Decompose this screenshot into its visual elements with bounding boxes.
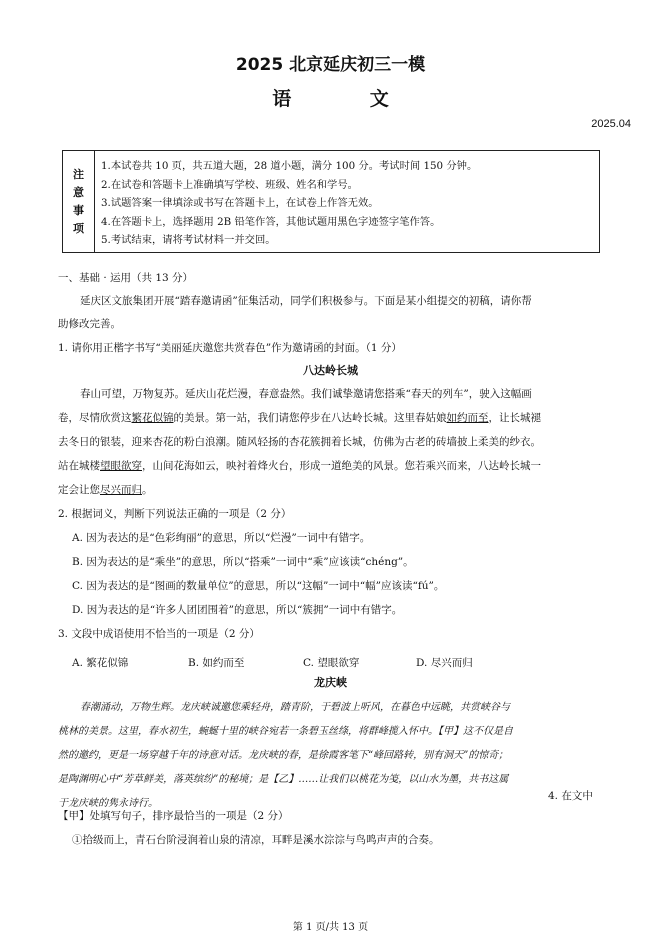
intro-line: 助修改完善。 [58,318,121,330]
question-4-start: 4. 在文中 [548,790,593,802]
passage-line: 桃林的美景。这里，春水初生，蜿蜒十里的峡谷宛若一条碧玉丝绦，将群峰揽入怀中。【甲】这不仅是自 [58,726,513,737]
intro-line: 延庆区文旅集团开展“踏春邀请函”征集活动，同学们积极参与。下面是某小组提交的初稿，请你帮 [80,295,532,307]
passage-line: 春山可望，万物复苏。延庆山花烂漫，春意盎然。我们诚挚邀请您搭乘“春天的列车”，驶入这幅画 [80,388,532,400]
underlined-idiom: 望眼欲穿 [100,460,142,472]
passage-line: 春潮涌动，万物生辉。龙庆峡诚邀您乘轻舟，踏青阶，于碧波上听风，在暮色中远眺，共赏峡谷与 [80,702,510,713]
passage-text: 。 [142,484,153,496]
passage-line: 于龙庆峡的隽永诗行。 [58,798,158,809]
passage-text: 的美景。第一站，我们请您停步在八达岭长城。这里春姑娘 [173,412,447,424]
q3-option-d: D. 尽兴而归 [416,657,473,669]
passage-line [58,482,153,497]
underlined-idiom: 尽兴而归 [100,484,142,496]
notice-item: 4.在答题卡上，选择题用 2B 铅笔作答，其他试题用黑色字迹签字笔作答。 [101,215,441,228]
passage-title-longqingxia: 龙庆峡 [314,676,347,689]
notice-item: 5.考试结束，请将考试材料一并交回。 [101,234,276,246]
underlined-idiom: 繁花似锦 [131,412,174,424]
section-heading: 一、基础 · 运用（共 13 分） [58,272,194,284]
passage-line: 然的邀约，更是一场穿越千年的诗意对话。龙庆峡的春，是徐霞客笔下“峰回路转，别有洞天”的惊奇； [58,750,509,761]
option-b: B. 因为表达的是“乘坐”的意思，所以“搭乘”一词中“乘”应该读“chéng”。 [72,556,414,568]
option-d: D. 因为表达的是“许多人团团围着”的意思，所以“簇拥”一词中有错字。 [72,604,403,616]
subject-title: 语 文 [272,88,425,110]
notice-item: 1.本试卷共 10 页，共五道大题，28 道小题，满分 100 分。考试时间 150 分钟。 [101,160,478,172]
passage-title-badaling: 八达岭长城 [303,364,358,377]
exam-date: 2025.04 [591,118,631,130]
passage-line [58,458,541,473]
q3-option-a: A. 繁花似锦 [72,657,129,669]
passage-text: 卷，尽情欣赏这 [58,412,132,424]
passage-text: ，山间花海如云，映衬着烽火台，形成一道绝美的风景。您若乘兴而来，八达岭长城一 [142,460,541,472]
q3-option-b: B. 如约而至 [188,657,245,669]
question-4: 【甲】处填写句子，排序最恰当的一项是（2 分） [58,810,289,822]
notice-list [95,151,477,252]
notice-label-char: 意 [73,185,84,199]
underlined-idiom: 如约而至 [446,412,489,424]
notice-label-char: 注 [73,167,84,181]
option-c: C. 因为表达的是“图画的数量单位”的意思，所以“这幅”一词中“幅”应该读“fú”。 [72,580,445,592]
notice-label-char: 事 [73,203,84,217]
question-1: 1. 请你用正楷字书写“美丽延庆邀您共赏春色”作为邀请函的封面。（1 分） [58,342,402,354]
notice-label-char: 项 [73,221,84,235]
notice-box [62,150,600,253]
notice-label [63,151,95,252]
q3-option-c: C. 望眼欲穿 [303,657,360,669]
passage-line: 去冬日的银装，迎来杏花的粉白浪潮。随风轻扬的杏花簇拥着长城，仿佛为古老的砖墙披上柔美的纱衣。 [58,436,541,448]
exam-title: 2025 北京延庆初三一模 [235,55,426,75]
passage-line [58,410,541,425]
passage-text: 定会让您 [58,484,100,496]
question-3: 3. 文段中成语使用不恰当的一项是（2 分） [58,628,260,640]
notice-item: 2.在试卷和答题卡上准确填写学校、班级、姓名和学号。 [101,178,358,191]
passage-line: 是陶渊明心中“芳草鲜美，落英缤纷”的秘境；是【乙】……让我们以桃花为笺，以山水为墨，共书这属 [58,774,509,785]
q4-item-1: ①拾级而上，青石台阶浸润着山泉的清凉，耳畔是溪水淙淙与鸟鸣声声的合奏。 [72,834,440,846]
passage-text: ，让长城褪 [488,412,541,424]
option-a: A. 因为表达的是“色彩绚丽”的意思，所以“烂漫”一词中有错字。 [72,532,371,544]
passage-text: 站在城楼 [58,460,100,472]
notice-item: 3.试题答案一律填涂或书写在答题卡上，在试卷上作答无效。 [101,197,379,209]
question-2: 2. 根据词义，判断下列说法正确的一项是（2 分） [58,508,292,520]
page-footer: 第 1 页/共 13 页 [292,922,369,933]
